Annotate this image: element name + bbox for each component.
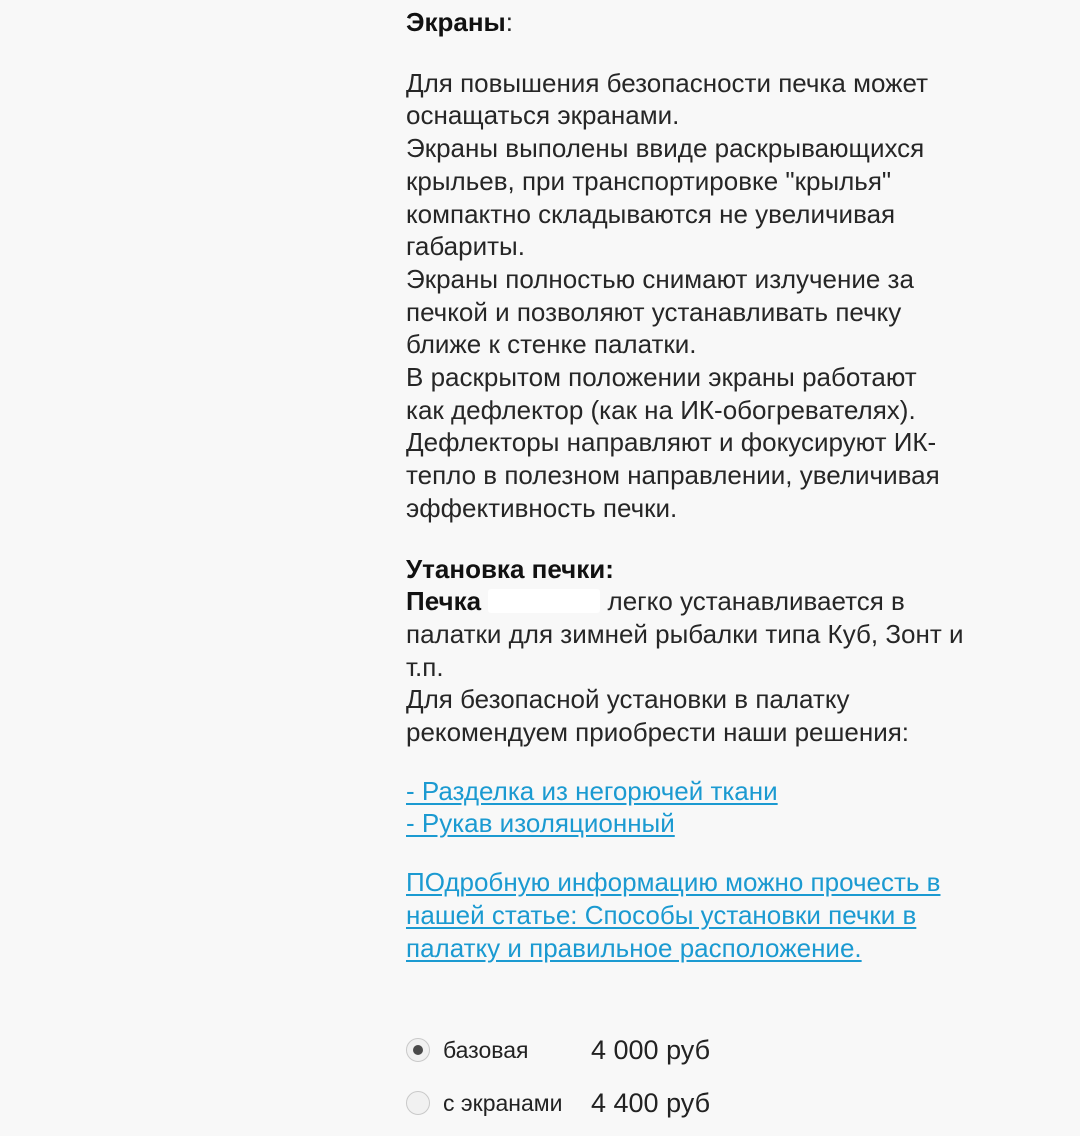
option-price: 4 000 руб: [591, 1034, 711, 1065]
partition-link[interactable]: - Разделка из негорючей ткани: [406, 775, 778, 806]
text-line: эффективность печки.: [406, 492, 678, 523]
text-line: Для повышения безопасности печка может: [406, 67, 929, 98]
article-link[interactable]: нашей статье: Способы установки печки в: [406, 899, 917, 930]
spacer: [406, 525, 1026, 553]
text-line: габариты.: [406, 231, 525, 262]
install-description: [406, 585, 1026, 749]
spacer: [406, 749, 1026, 775]
radio-button-unchecked[interactable]: [406, 1091, 430, 1115]
sleeve-link[interactable]: - Рукав изоляционный: [406, 808, 675, 839]
text-line: Для безопасной установки в палатку: [406, 684, 850, 715]
spacer: [406, 39, 1026, 67]
article-link[interactable]: палатку и правильное расположение.: [406, 932, 862, 963]
spacer: [406, 840, 1026, 866]
radio-button-checked[interactable]: [406, 1038, 430, 1062]
text-line: Экраны выполены ввиде раскрывающихся: [406, 133, 925, 164]
text-line: В раскрытом положении экраны работают: [406, 362, 917, 393]
screens-section-heading: [406, 6, 1026, 39]
redacted-product-name: [488, 589, 600, 613]
text-line: [406, 585, 1026, 618]
install-section-title: Утановка печки:: [406, 553, 614, 584]
screens-section-title: Экраны: [406, 7, 506, 37]
option-label: базовая: [443, 1036, 529, 1063]
text-line: палатки для зимней рыбалки типа Куб, Зонт и: [406, 618, 964, 649]
text-line: ближе к стенке палатки.: [406, 329, 697, 360]
screens-section-colon: :: [505, 7, 513, 37]
text-line: Экраны полностью снимают излучение за: [406, 263, 914, 294]
screens-description: [406, 67, 1026, 525]
option-basic[interactable]: [406, 1030, 1026, 1070]
option-label: с экранами: [443, 1089, 563, 1116]
text-line: компактно складываются не увеличивая: [406, 198, 896, 229]
product-links: [406, 775, 1026, 840]
stove-bold-word: Печка: [406, 586, 482, 617]
text-fragment: легко устанавливается в: [607, 586, 905, 617]
text-line: печкой и позволяют устанавливать печку: [406, 296, 902, 327]
product-description: [406, 6, 1026, 964]
option-price: 4 400 руб: [591, 1087, 711, 1118]
text-line: Дефлекторы направляют и фокусируют ИК-: [406, 427, 937, 458]
text-line: тепло в полезном направлении, увеличивая: [406, 460, 940, 491]
article-link[interactable]: ПОдробную информацию можно прочесть в: [406, 867, 941, 898]
variant-selector: [406, 1030, 1026, 1136]
text-line: оснащаться экранами.: [406, 100, 680, 131]
text-line: как дефлектор (как на ИК-обогревателях).: [406, 394, 916, 425]
text-line: рекомендуем приобрести наши решения:: [406, 717, 910, 748]
article-link-block: [406, 866, 1026, 964]
text-line: т.п.: [406, 651, 444, 682]
option-with-screens[interactable]: [406, 1083, 1026, 1123]
text-line: крыльев, при транспортировке "крылья": [406, 165, 892, 196]
